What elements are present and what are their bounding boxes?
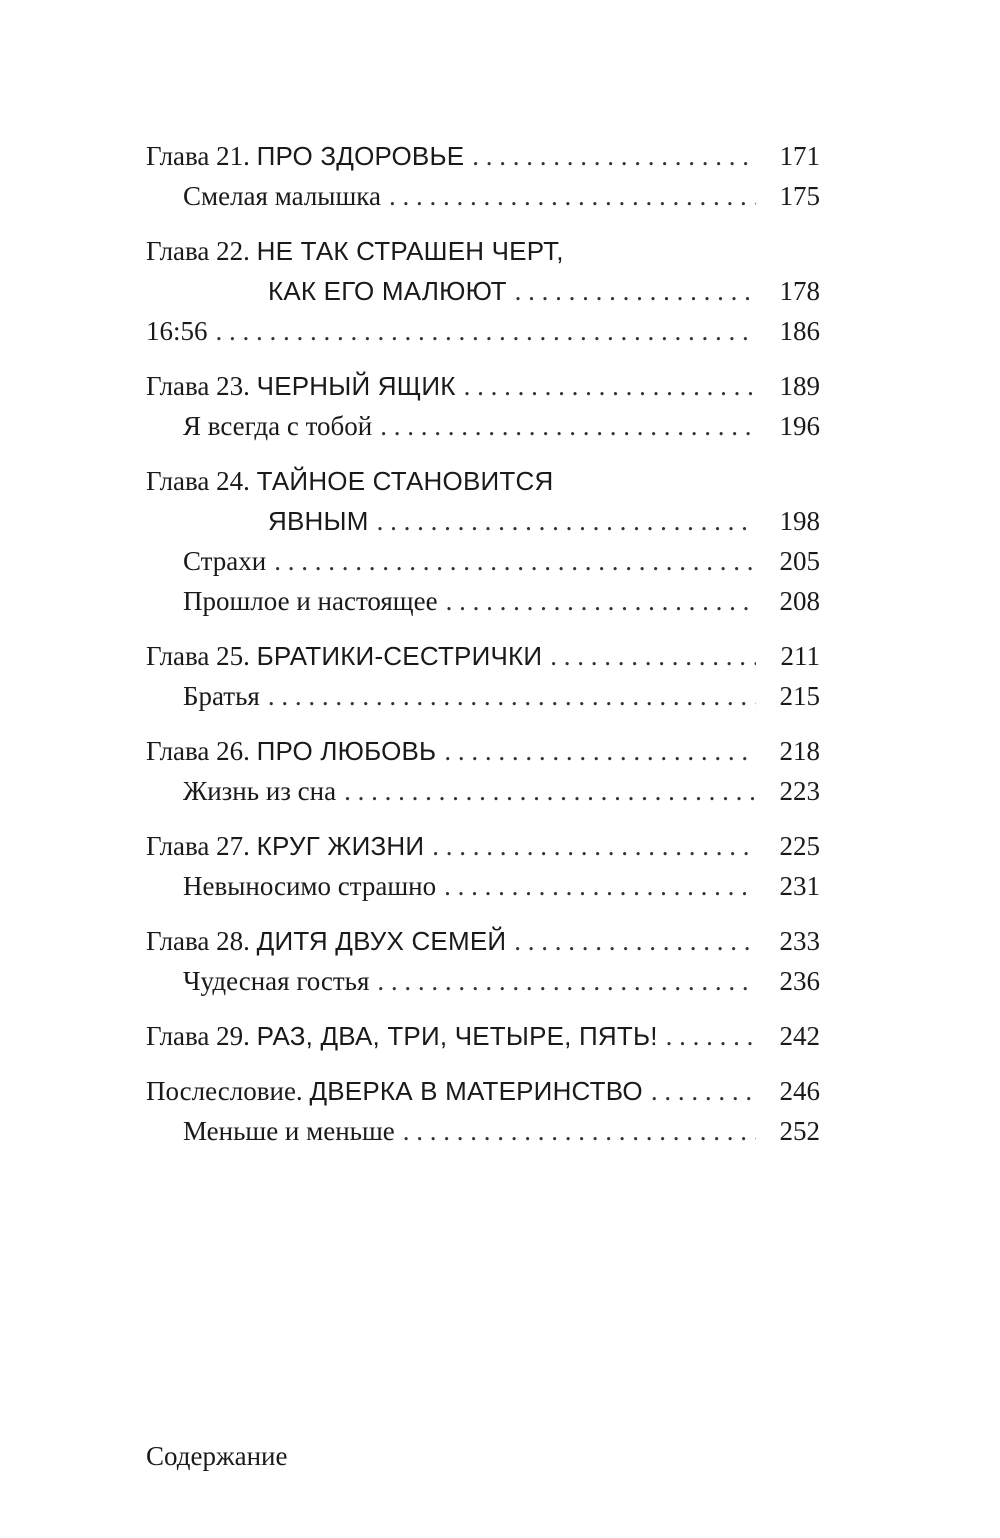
entry-title-text: РАЗ, ДВА, ТРИ, ЧЕТЫРЕ, ПЯТЬ!: [256, 1021, 658, 1051]
dot-leader: [268, 676, 756, 716]
toc-subentry: [146, 541, 820, 581]
chapter-label: Глава 24.: [146, 466, 250, 496]
entry-title-text: НЕ ТАК СТРАШЕН ЧЕРТ,: [256, 236, 564, 266]
dot-leader: [274, 541, 756, 581]
entry-title: [146, 1016, 658, 1056]
entry-title-text: Братья: [183, 681, 260, 711]
page-number: 236: [779, 966, 820, 996]
toc-section: [146, 231, 820, 351]
entry-title-text: ПРО ЛЮБОВЬ: [256, 736, 437, 766]
entry-title: [183, 771, 336, 811]
entry-title: [146, 731, 436, 771]
chapter-label: Глава 25.: [146, 641, 250, 671]
entry-title-text: 16:56: [146, 316, 208, 346]
toc-entry: [146, 1016, 820, 1056]
page-number: 208: [779, 586, 820, 616]
page-number: 178: [779, 276, 820, 306]
page-number: 196: [779, 411, 820, 441]
toc-section: [146, 826, 820, 906]
dot-leader: [444, 866, 756, 906]
dot-leader: [515, 271, 756, 311]
entry-title: [146, 636, 542, 676]
toc-section: [146, 366, 820, 446]
entry-title-text: Чудесная гостья: [183, 966, 370, 996]
entry-title: [146, 921, 506, 961]
page-number: 189: [779, 371, 820, 401]
page-number: 231: [779, 871, 820, 901]
toc-section: [146, 1071, 820, 1151]
entry-title: [268, 271, 507, 311]
entry-title: [183, 176, 381, 216]
entry-title: [146, 136, 464, 176]
entry-title-text: Прошлое и настоящее: [183, 586, 438, 616]
entry-title-text: БРАТИКИ-СЕСТРИЧКИ: [256, 641, 543, 671]
chapter-label: Глава 28.: [146, 926, 250, 956]
toc-section: [146, 136, 820, 216]
dot-leader: [216, 311, 756, 351]
page-number: 242: [779, 1021, 820, 1051]
chapter-label: Глава 27.: [146, 831, 250, 861]
entry-title: [146, 826, 424, 866]
toc-subentry: [146, 1111, 820, 1151]
entry-title-text: Невыносимо страшно: [183, 871, 437, 901]
page-number: 223: [779, 776, 820, 806]
toc-subentry: [146, 961, 820, 1001]
entry-title: [183, 1111, 395, 1151]
toc-entry: [146, 231, 820, 271]
toc-entry: [146, 461, 820, 501]
chapter-label: Глава 23.: [146, 371, 250, 401]
dot-leader: [464, 366, 756, 406]
toc-subentry: [146, 866, 820, 906]
dot-leader: [377, 961, 756, 1001]
entry-title: [268, 501, 369, 541]
toc-entry: [146, 921, 820, 961]
toc-section: [146, 731, 820, 811]
entry-title: [183, 866, 436, 906]
toc-entry: [146, 731, 820, 771]
table-of-contents: [146, 136, 820, 1166]
entry-title-text: КАК ЕГО МАЛЮЮТ: [268, 276, 507, 306]
dot-leader: [344, 771, 756, 811]
toc-section: [146, 636, 820, 716]
chapter-label: Глава 29.: [146, 1021, 250, 1051]
entry-title: [146, 311, 208, 351]
entry-title: [146, 231, 564, 271]
entry-title-text: Страхи: [183, 546, 267, 576]
dot-leader: [550, 636, 756, 676]
dot-leader: [380, 406, 756, 446]
toc-section: [146, 1016, 820, 1056]
entry-title-text: ДИТЯ ДВУХ СЕМЕЙ: [256, 926, 507, 956]
toc-subentry: [146, 176, 820, 216]
entry-title-text: ЧЕРНЫЙ ЯЩИК: [256, 371, 456, 401]
entry-title: [183, 406, 372, 446]
dot-leader: [472, 136, 756, 176]
page-number: 218: [779, 736, 820, 766]
entry-title-text: ПРО ЗДОРОВЬЕ: [256, 141, 465, 171]
toc-subentry: [146, 406, 820, 446]
toc-entry: [146, 636, 820, 676]
toc-section: [146, 921, 820, 1001]
toc-subentry: [146, 676, 820, 716]
dot-leader: [446, 581, 756, 621]
entry-title: [146, 366, 456, 406]
dot-leader: [403, 1111, 756, 1151]
entry-title-text: КРУГ ЖИЗНИ: [256, 831, 425, 861]
entry-title-text: ДВЕРКА В МАТЕРИНСТВО: [309, 1076, 643, 1106]
toc-entry: [146, 366, 820, 406]
entry-title: [146, 1071, 643, 1111]
entry-title: [183, 541, 266, 581]
running-footer: Содержание: [146, 1441, 288, 1471]
entry-title-text: Смелая малышка: [183, 181, 381, 211]
entry-title: [183, 961, 369, 1001]
dot-leader: [432, 826, 756, 866]
toc-entry: [146, 1071, 820, 1111]
dot-leader: [377, 501, 756, 541]
toc-section: [146, 461, 820, 621]
dot-leader: [389, 176, 756, 216]
page-number: 225: [779, 831, 820, 861]
toc-entry: [146, 826, 820, 866]
page-number: 175: [779, 181, 820, 211]
dot-leader: [444, 731, 756, 771]
entry-title-text: Меньше и меньше: [183, 1116, 395, 1146]
toc-entry: [146, 501, 820, 541]
dot-leader: [651, 1071, 756, 1111]
dot-leader: [514, 921, 756, 961]
entry-title-text: ТАЙНОЕ СТАНОВИТСЯ: [256, 466, 554, 496]
entry-title-text: Жизнь из сна: [183, 776, 337, 806]
page-number: 252: [779, 1116, 820, 1146]
page-number: 198: [779, 506, 820, 536]
entry-title: [183, 581, 438, 621]
page-number: 233: [779, 926, 820, 956]
page-number: 211: [780, 641, 820, 671]
toc-subentry: [146, 771, 820, 811]
entry-title: [183, 676, 260, 716]
entry-title: [146, 461, 553, 501]
chapter-label: Глава 26.: [146, 736, 250, 766]
entry-title-text: ЯВНЫМ: [268, 506, 369, 536]
toc-subentry: [146, 581, 820, 621]
dot-leader: [666, 1016, 756, 1056]
page-number: 246: [779, 1076, 820, 1106]
page-number: 215: [779, 681, 820, 711]
chapter-label: Послесловие.: [146, 1076, 303, 1106]
chapter-label: Глава 21.: [146, 141, 250, 171]
page-number: 186: [779, 316, 820, 346]
toc-entry: [146, 136, 820, 176]
entry-title-text: Я всегда с тобой: [183, 411, 373, 441]
toc-entry: [146, 311, 820, 351]
page-number: 205: [779, 546, 820, 576]
page-number: 171: [779, 141, 820, 171]
chapter-label: Глава 22.: [146, 236, 250, 266]
toc-entry: [146, 271, 820, 311]
